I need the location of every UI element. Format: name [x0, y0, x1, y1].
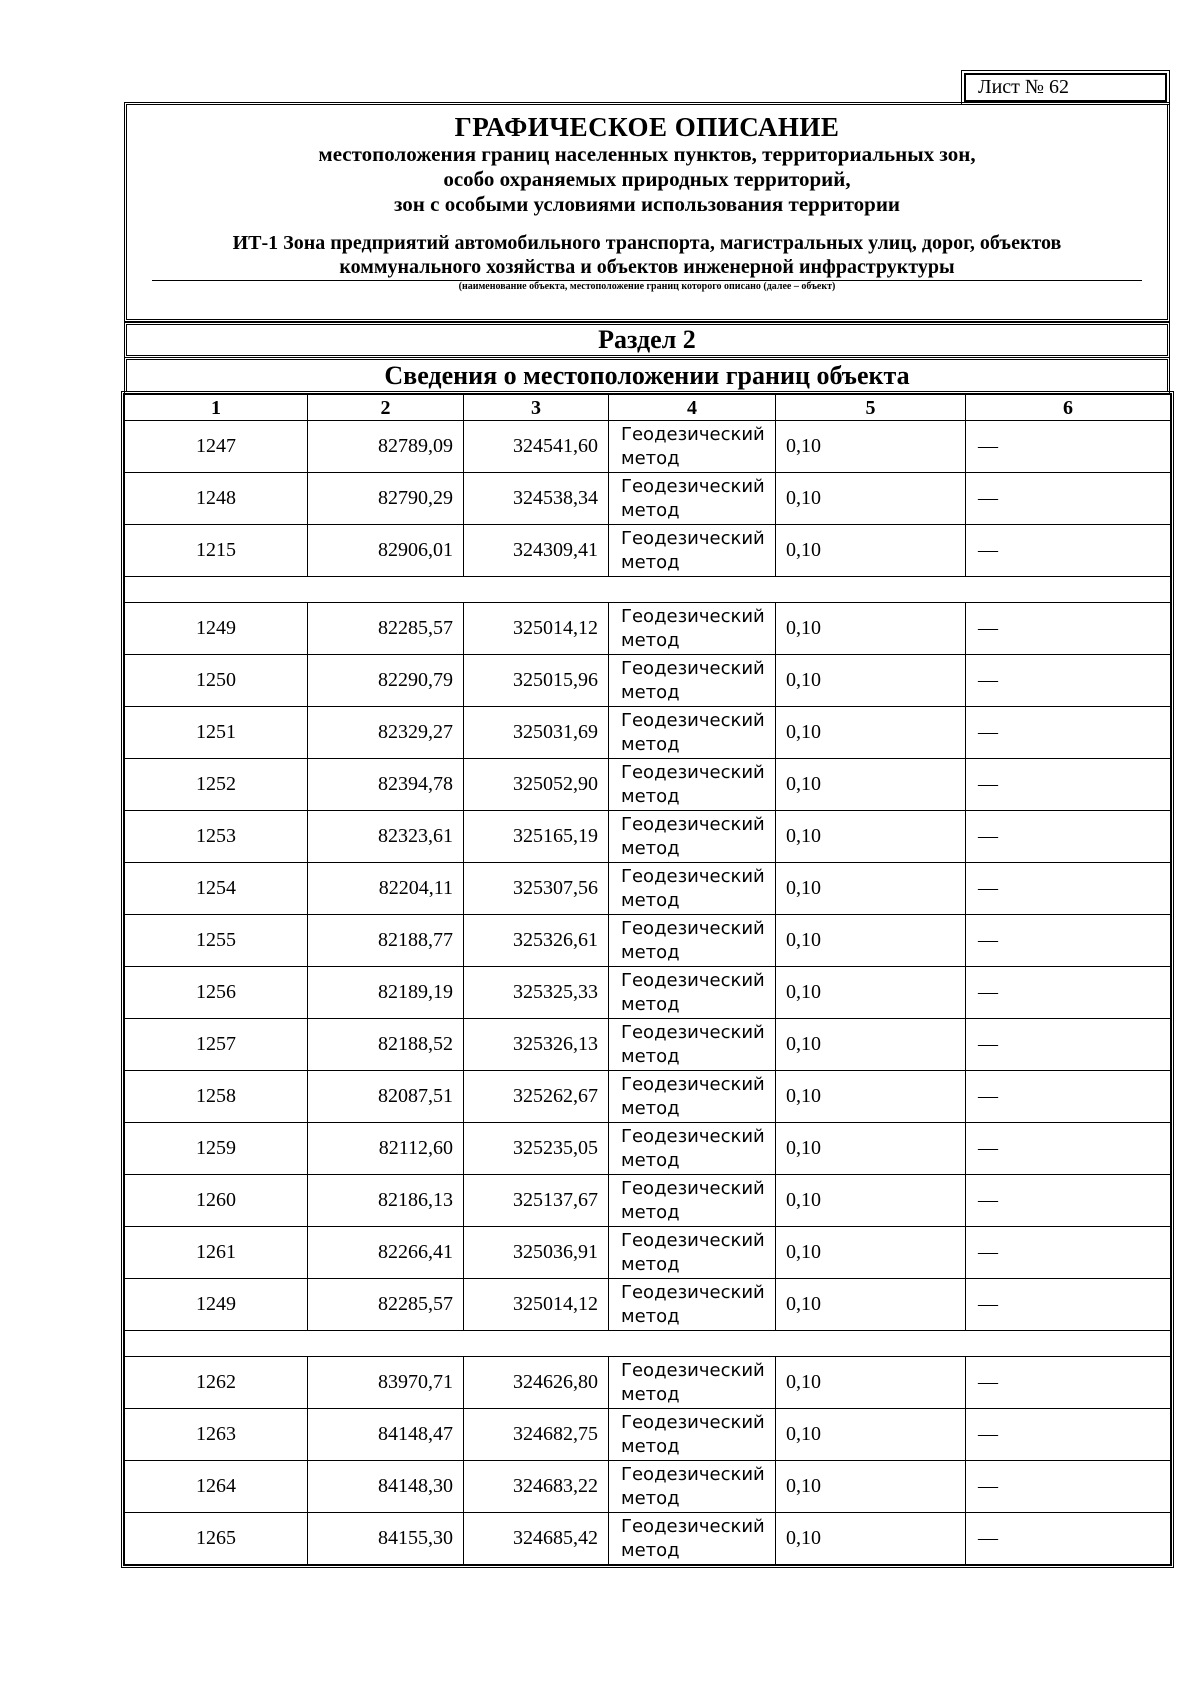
y-coordinate-cell: 325326,61	[464, 915, 609, 967]
point-number-cell: 1256	[125, 967, 308, 1019]
point-number-cell: 1264	[125, 1461, 308, 1513]
description-cell: —	[966, 811, 1171, 863]
precision-cell: 0,10	[776, 1175, 966, 1227]
precision-cell: 0,10	[776, 863, 966, 915]
point-number-cell: 1260	[125, 1175, 308, 1227]
x-coordinate-cell: 82790,29	[308, 473, 464, 525]
precision-cell: 0,10	[776, 707, 966, 759]
precision-cell: 0,10	[776, 1227, 966, 1279]
x-coordinate-cell: 83970,71	[308, 1357, 464, 1409]
table-row	[125, 967, 1171, 1019]
method-cell: Геодезический метод	[609, 707, 776, 759]
table-row	[125, 1123, 1171, 1175]
sheet-number: Лист № 62	[964, 73, 1167, 102]
table-row	[125, 603, 1171, 655]
group-separator-cell	[125, 1331, 1171, 1357]
point-number-cell: 1250	[125, 655, 308, 707]
y-coordinate-cell: 325052,90	[464, 759, 609, 811]
description-cell: —	[966, 655, 1171, 707]
y-coordinate-cell: 325165,19	[464, 811, 609, 863]
method-cell: Геодезический метод	[609, 1227, 776, 1279]
description-cell: —	[966, 1227, 1171, 1279]
point-number-cell: 1265	[125, 1513, 308, 1565]
y-coordinate-cell: 325015,96	[464, 655, 609, 707]
y-coordinate-cell: 324541,60	[464, 421, 609, 473]
precision-cell: 0,10	[776, 1513, 966, 1565]
precision-cell: 0,10	[776, 1123, 966, 1175]
point-number-cell: 1249	[125, 1279, 308, 1331]
x-coordinate-cell: 82285,57	[308, 1279, 464, 1331]
point-number-cell: 1263	[125, 1409, 308, 1461]
point-number-cell: 1254	[125, 863, 308, 915]
method-cell: Геодезический метод	[609, 473, 776, 525]
table-row	[125, 863, 1171, 915]
point-number-cell: 1248	[125, 473, 308, 525]
description-cell: —	[966, 1279, 1171, 1331]
precision-cell: 0,10	[776, 473, 966, 525]
table-row	[125, 421, 1171, 473]
y-coordinate-cell: 325262,67	[464, 1071, 609, 1123]
precision-cell: 0,10	[776, 655, 966, 707]
x-coordinate-cell: 82189,19	[308, 967, 464, 1019]
table-row	[125, 1227, 1171, 1279]
group-separator-row	[125, 1331, 1171, 1357]
precision-cell: 0,10	[776, 1279, 966, 1331]
document-header	[124, 102, 1170, 322]
column-header: 2	[308, 395, 464, 421]
point-number-cell: 1259	[125, 1123, 308, 1175]
point-number-cell: 1247	[125, 421, 308, 473]
x-coordinate-cell: 82285,57	[308, 603, 464, 655]
method-cell: Геодезический метод	[609, 967, 776, 1019]
y-coordinate-cell: 325137,67	[464, 1175, 609, 1227]
method-cell: Геодезический метод	[609, 655, 776, 707]
table-row	[125, 759, 1171, 811]
point-number-cell: 1262	[125, 1357, 308, 1409]
description-cell: —	[966, 915, 1171, 967]
y-coordinate-cell: 325325,33	[464, 967, 609, 1019]
description-cell: —	[966, 1461, 1171, 1513]
method-cell: Геодезический метод	[609, 1279, 776, 1331]
section-title: Сведения о местоположении границ объекта	[124, 357, 1170, 394]
y-coordinate-cell: 325307,56	[464, 863, 609, 915]
table-row	[125, 473, 1171, 525]
description-cell: —	[966, 1357, 1171, 1409]
method-cell: Геодезический метод	[609, 525, 776, 577]
x-coordinate-cell: 82323,61	[308, 811, 464, 863]
precision-cell: 0,10	[776, 1019, 966, 1071]
table-row	[125, 1279, 1171, 1331]
description-cell: —	[966, 1513, 1171, 1565]
x-coordinate-cell: 82906,01	[308, 525, 464, 577]
description-cell: —	[966, 473, 1171, 525]
point-number-cell: 1257	[125, 1019, 308, 1071]
subtitle-line-1: местоположения границ населенных пунктов, территориальных зон,	[318, 142, 976, 166]
group-separator-row	[125, 577, 1171, 603]
x-coordinate-cell: 84148,30	[308, 1461, 464, 1513]
table-row	[125, 1071, 1171, 1123]
method-cell: Геодезический метод	[609, 1019, 776, 1071]
column-header: 4	[609, 395, 776, 421]
precision-cell: 0,10	[776, 525, 966, 577]
x-coordinate-cell: 84148,47	[308, 1409, 464, 1461]
column-header: 1	[125, 395, 308, 421]
table-row	[125, 1175, 1171, 1227]
precision-cell: 0,10	[776, 915, 966, 967]
point-number-cell: 1249	[125, 603, 308, 655]
method-cell: Геодезический метод	[609, 1409, 776, 1461]
x-coordinate-cell: 82188,52	[308, 1019, 464, 1071]
document-title: ГРАФИЧЕСКОЕ ОПИСАНИЕ	[454, 112, 840, 142]
description-cell: —	[966, 1409, 1171, 1461]
x-coordinate-cell: 82329,27	[308, 707, 464, 759]
precision-cell: 0,10	[776, 1409, 966, 1461]
x-coordinate-cell: 82186,13	[308, 1175, 464, 1227]
point-number-cell: 1261	[125, 1227, 308, 1279]
column-header: 5	[776, 395, 966, 421]
precision-cell: 0,10	[776, 1461, 966, 1513]
method-cell: Геодезический метод	[609, 759, 776, 811]
y-coordinate-cell: 325235,05	[464, 1123, 609, 1175]
table-row	[125, 1461, 1171, 1513]
y-coordinate-cell: 324626,80	[464, 1357, 609, 1409]
y-coordinate-cell: 325014,12	[464, 603, 609, 655]
table-row	[125, 915, 1171, 967]
method-cell: Геодезический метод	[609, 1071, 776, 1123]
description-cell: —	[966, 603, 1171, 655]
y-coordinate-cell: 324538,34	[464, 473, 609, 525]
y-coordinate-cell: 325014,12	[464, 1279, 609, 1331]
y-coordinate-cell: 324685,42	[464, 1513, 609, 1565]
subtitle-line-3: зон с особыми условиями использования территории	[393, 192, 901, 216]
point-number-cell: 1215	[125, 525, 308, 577]
x-coordinate-cell: 82188,77	[308, 915, 464, 967]
section-number: Раздел 2	[124, 322, 1170, 358]
description-cell: —	[966, 1175, 1171, 1227]
x-coordinate-cell: 82266,41	[308, 1227, 464, 1279]
method-cell: Геодезический метод	[609, 1123, 776, 1175]
method-cell: Геодезический метод	[609, 915, 776, 967]
y-coordinate-cell: 325031,69	[464, 707, 609, 759]
x-coordinate-cell: 82394,78	[308, 759, 464, 811]
coordinates-table	[124, 394, 1171, 1565]
precision-cell: 0,10	[776, 1357, 966, 1409]
table-row	[125, 707, 1171, 759]
x-coordinate-cell: 84155,30	[308, 1513, 464, 1565]
subtitle-line-2: особо охраняемых природных территорий,	[443, 167, 851, 191]
table-header-row	[125, 395, 1171, 421]
point-number-cell: 1253	[125, 811, 308, 863]
description-cell: —	[966, 1019, 1171, 1071]
method-cell: Геодезический метод	[609, 863, 776, 915]
description-cell: —	[966, 1123, 1171, 1175]
table-row	[125, 525, 1171, 577]
table-row	[125, 1513, 1171, 1565]
y-coordinate-cell: 325326,13	[464, 1019, 609, 1071]
method-cell: Геодезический метод	[609, 1513, 776, 1565]
table-row	[125, 1357, 1171, 1409]
y-coordinate-cell: 324309,41	[464, 525, 609, 577]
table-row	[125, 655, 1171, 707]
table-row	[125, 811, 1171, 863]
precision-cell: 0,10	[776, 603, 966, 655]
point-number-cell: 1252	[125, 759, 308, 811]
precision-cell: 0,10	[776, 759, 966, 811]
method-cell: Геодезический метод	[609, 1357, 776, 1409]
y-coordinate-cell: 324682,75	[464, 1409, 609, 1461]
precision-cell: 0,10	[776, 1071, 966, 1123]
point-number-cell: 1258	[125, 1071, 308, 1123]
precision-cell: 0,10	[776, 967, 966, 1019]
object-name-line-1: ИТ-1 Зона предприятий автомобильного транспорта, магистральных улиц, дорог, объектов	[232, 232, 1062, 254]
precision-cell: 0,10	[776, 811, 966, 863]
description-cell: —	[966, 525, 1171, 577]
x-coordinate-cell: 82789,09	[308, 421, 464, 473]
description-cell: —	[966, 1071, 1171, 1123]
description-cell: —	[966, 421, 1171, 473]
x-coordinate-cell: 82112,60	[308, 1123, 464, 1175]
x-coordinate-cell: 82204,11	[308, 863, 464, 915]
table-row	[125, 1019, 1171, 1071]
x-coordinate-cell: 82290,79	[308, 655, 464, 707]
object-note: (наименование объекта, местоположение границ которого описано (далее – объект)	[458, 281, 836, 292]
y-coordinate-cell: 325036,91	[464, 1227, 609, 1279]
method-cell: Геодезический метод	[609, 603, 776, 655]
method-cell: Геодезический метод	[609, 811, 776, 863]
x-coordinate-cell: 82087,51	[308, 1071, 464, 1123]
y-coordinate-cell: 324683,22	[464, 1461, 609, 1513]
description-cell: —	[966, 967, 1171, 1019]
description-cell: —	[966, 707, 1171, 759]
column-header: 6	[966, 395, 1171, 421]
object-name-line-2: коммунального хозяйства и объектов инженерной инфраструктуры	[339, 256, 955, 278]
precision-cell: 0,10	[776, 421, 966, 473]
method-cell: Геодезический метод	[609, 1175, 776, 1227]
column-header: 3	[464, 395, 609, 421]
point-number-cell: 1251	[125, 707, 308, 759]
method-cell: Геодезический метод	[609, 421, 776, 473]
description-cell: —	[966, 863, 1171, 915]
group-separator-cell	[125, 577, 1171, 603]
table-row	[125, 1409, 1171, 1461]
method-cell: Геодезический метод	[609, 1461, 776, 1513]
description-cell: —	[966, 759, 1171, 811]
point-number-cell: 1255	[125, 915, 308, 967]
